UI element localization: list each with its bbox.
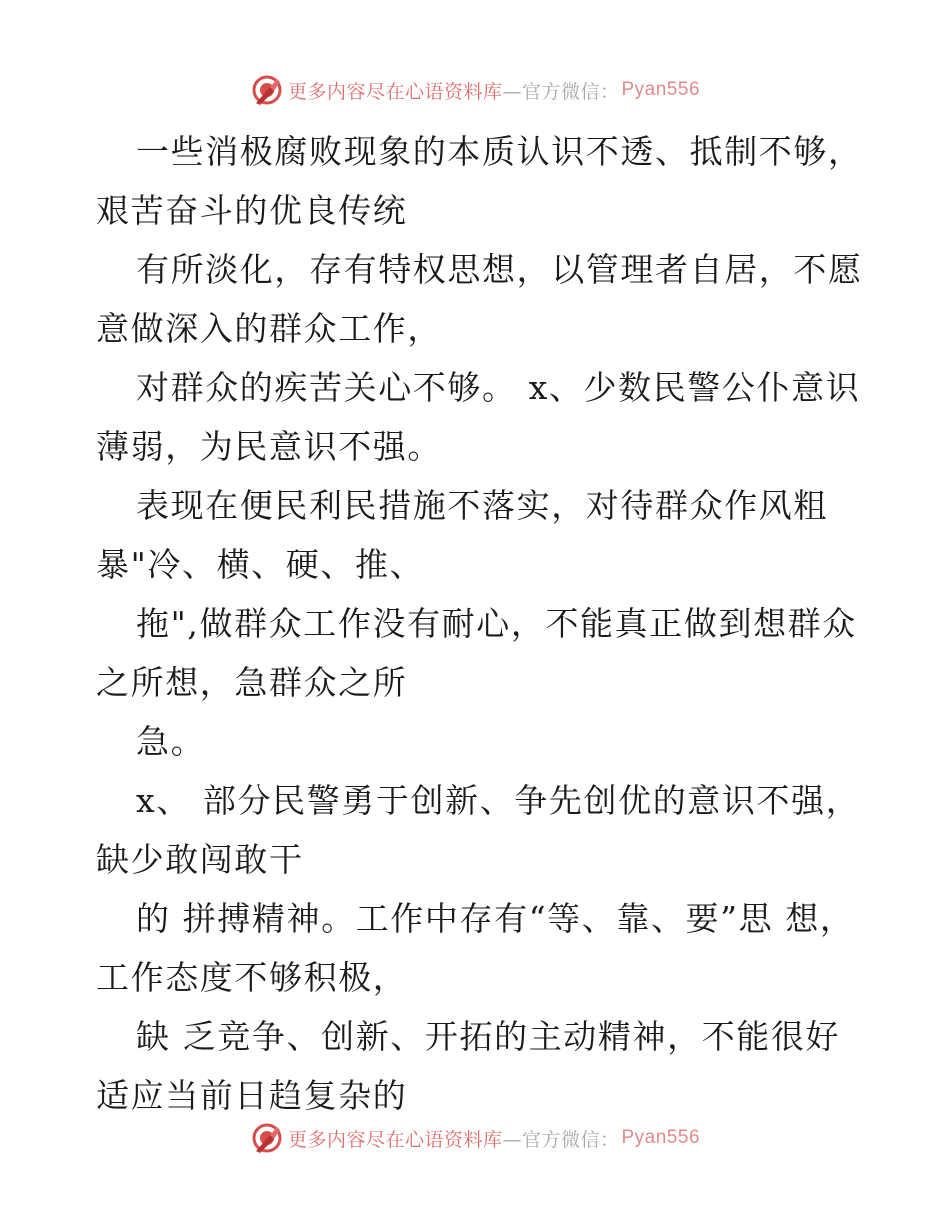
banner-main-text: 更多内容尽在心语资料库 — [287, 80, 503, 103]
paragraph-5: 拖",做群众工作没有耐心，不能真正做到想群众之所想，急群众之所 — [96, 604, 857, 702]
paragraph-1: 一些消极腐败现象的本质认识不透、抵制不够，艰苦奋斗的优良传统 — [96, 132, 863, 230]
paragraph-7: x、 部分民警勇于创新、争先创优的意识不强，缺少敢闯敢干 — [96, 781, 861, 879]
banner-main-text: 更多内容尽在心语资料库 — [287, 1128, 503, 1151]
document-body — [96, 122, 866, 1125]
banner-sub-text: —官方微信： — [502, 80, 620, 103]
paragraph-2: 有所淡化，存有特权思想，以管理者自居，不愿意做深入的群众工作， — [96, 250, 863, 348]
pen-seal-icon — [250, 1121, 284, 1155]
paragraph-8: 的 拼搏精神。工作中存有“等、靠、要”思 想，工作态度不够积极， — [96, 899, 855, 997]
banner-wechat-id: Pyan556 — [621, 79, 701, 100]
pen-seal-icon — [250, 73, 284, 107]
paragraph-6: 急。 — [136, 722, 206, 761]
paragraph-4: 表现在便民利民措施不落实，对待群众作风粗暴"冷、横、硬、推、 — [96, 486, 828, 584]
banner-wechat-id: Pyan556 — [621, 1127, 701, 1148]
paragraph-3: 对群众的疾苦关心不够。 x、少数民警公仆意识薄弱，为民意识不强。 — [96, 368, 861, 466]
paragraph-9: 缺 乏竞争、创新、开拓的主动精神，不能很好适应当前日趋复杂的 — [96, 1017, 841, 1115]
footer-watermark-banner — [0, 1118, 950, 1158]
banner-sub-text: —官方微信： — [502, 1128, 620, 1151]
header-watermark-banner — [0, 70, 950, 110]
